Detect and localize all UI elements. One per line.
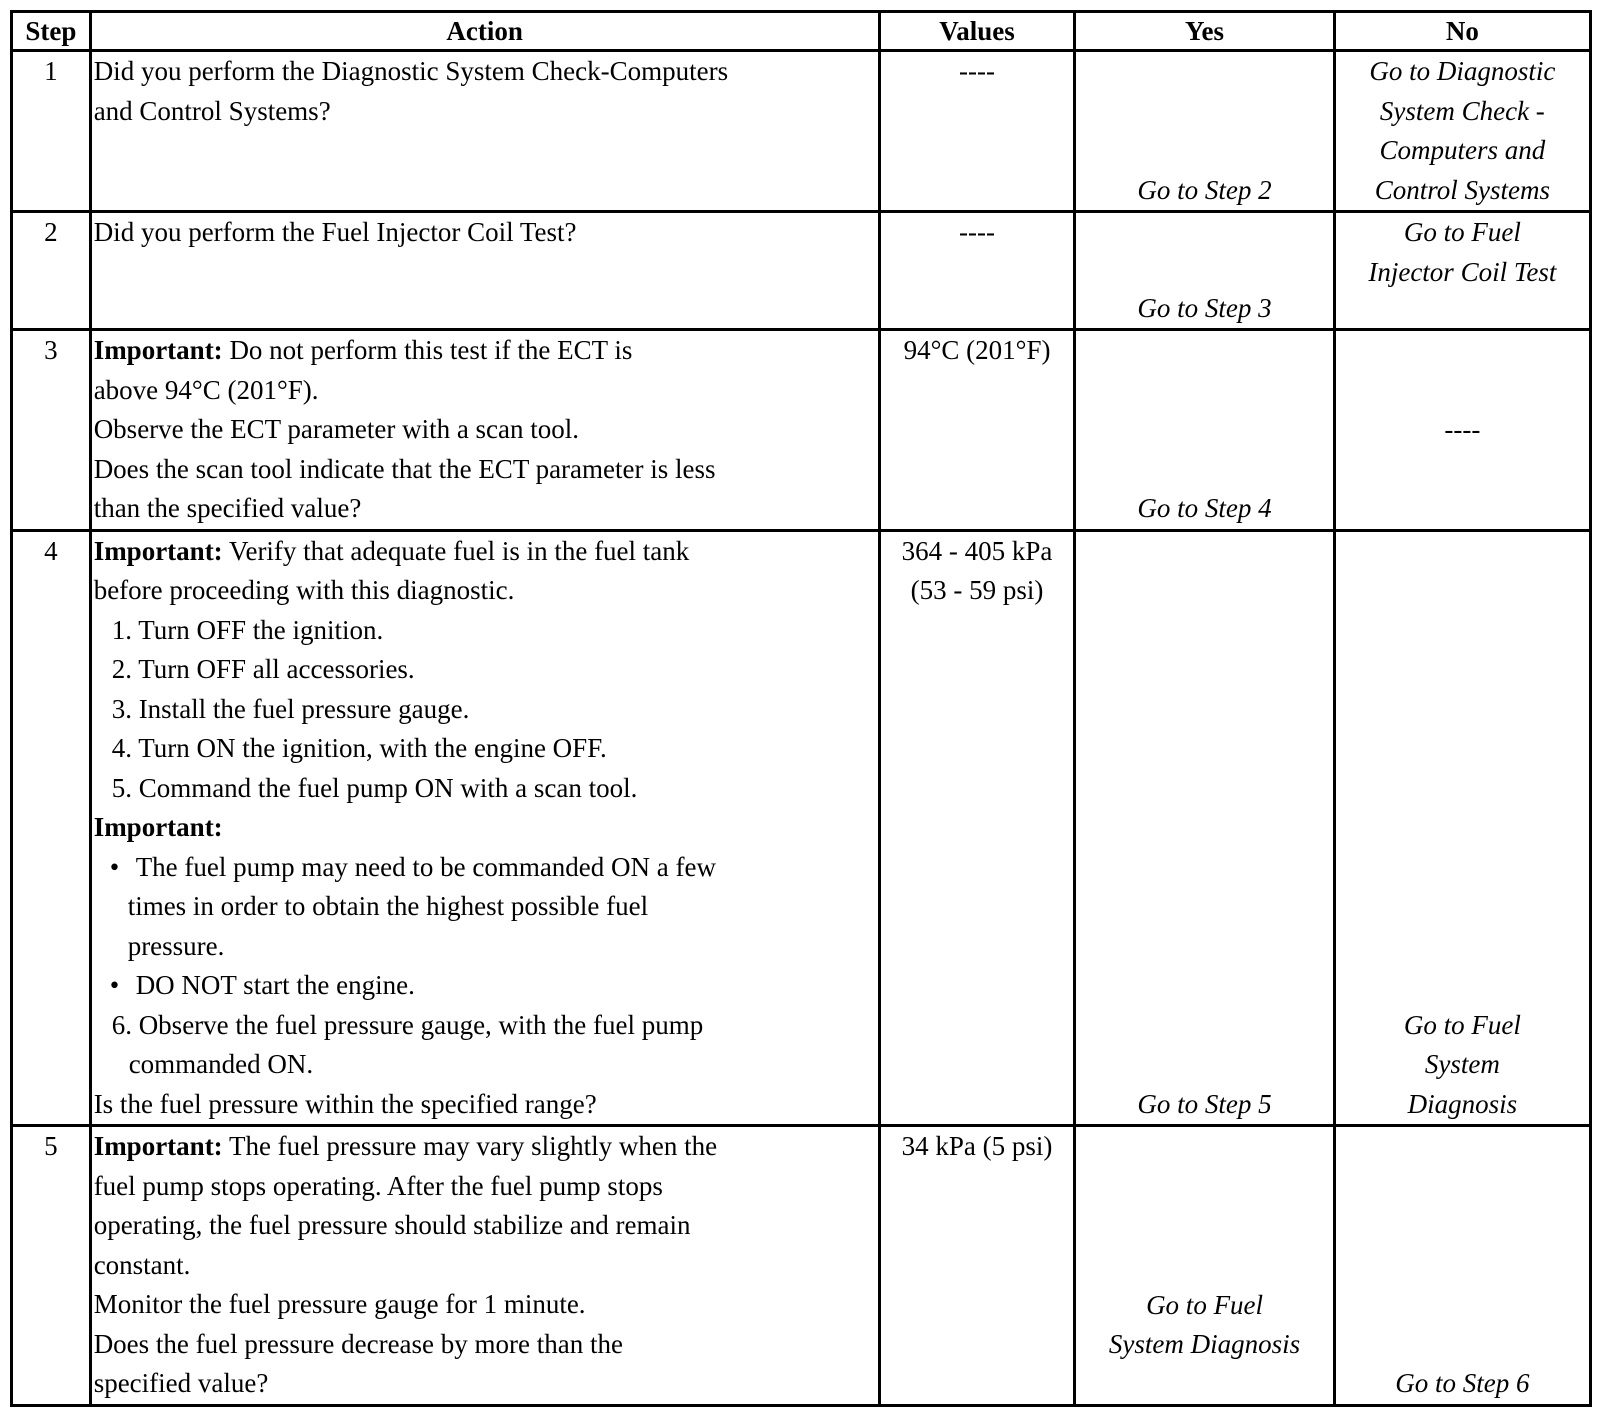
important-note [94, 1127, 876, 1167]
no-link[interactable]: Diagnosis [1407, 1088, 1518, 1119]
procedure-step-text: 6. Observe the fuel pressure gauge, with the fuel pump [111, 1009, 704, 1040]
no-value: ---- [1444, 414, 1481, 444]
action-cell [90, 51, 879, 212]
yes-cell [1075, 530, 1334, 1126]
yes-link[interactable]: Go to Step 4 [1137, 493, 1272, 523]
table-row-step-2 [12, 212, 1591, 330]
no-link[interactable]: Go to Diagnostic [1369, 56, 1556, 86]
yes-cell [1075, 51, 1334, 212]
action-line: Monitor the fuel pressure gauge for 1 minute. [93, 1289, 586, 1319]
step-number: 1 [12, 51, 91, 212]
step-number: 2 [12, 212, 91, 330]
header-values: Values [879, 12, 1075, 51]
no-cell [1334, 330, 1590, 531]
no-link[interactable]: Computers and [1379, 135, 1546, 165]
values-cell: ---- [879, 51, 1075, 212]
procedure-step: 5. Command the fuel pump ON with a scan tool. [111, 772, 638, 803]
action-question: Is the fuel pressure within the specified range? [93, 1088, 597, 1119]
bullet-cont: pressure. [127, 930, 225, 961]
bullet-text: DO NOT start the engine. [135, 970, 415, 1000]
no-cell [1334, 1126, 1590, 1406]
value-line: (53 - 59 psi) [910, 575, 1044, 605]
procedure-step [94, 1006, 876, 1085]
action-cell [90, 330, 879, 531]
yes-link[interactable]: Go to Step 5 [1137, 1088, 1272, 1119]
yes-cell [1075, 330, 1334, 531]
action-line: Did you perform the Diagnostic System Check-Computers [93, 56, 729, 86]
step-number: 3 [12, 330, 91, 531]
yes-link[interactable]: System Diagnosis [1108, 1329, 1301, 1359]
action-line: and Control Systems? [93, 95, 331, 126]
action-line: Did you perform the Fuel Injector Coil Test? [93, 217, 577, 247]
procedure-step: 1. Turn OFF the ignition. [111, 614, 384, 645]
values-cell: 94°C (201°F) [879, 330, 1075, 531]
action-cell [90, 212, 879, 330]
important-text: The fuel pressure may vary slightly when the [222, 1131, 718, 1161]
action-line: above 94°C (201°F). [93, 374, 319, 405]
action-line: before proceeding with this diagnostic. [93, 575, 515, 605]
important-text: Verify that adequate fuel is in the fuel tank [222, 535, 690, 566]
no-link[interactable]: Injector Coil Test [1368, 256, 1557, 287]
step-number: 5 [12, 1126, 91, 1406]
bullet-icon: • [109, 970, 120, 1000]
no-link[interactable]: System Check - [1379, 95, 1545, 126]
no-link[interactable]: System [1424, 1049, 1500, 1079]
action-line: Does the fuel pressure decrease by more than the [93, 1328, 623, 1359]
bullet-icon: • [109, 851, 120, 882]
table-row-step-4 [12, 530, 1591, 1126]
header-step: Step [12, 12, 91, 51]
bullet-cont: times in order to obtain the highest possible fuel [127, 891, 649, 921]
no-cell [1334, 51, 1590, 212]
important-label: Important: [93, 535, 223, 566]
no-link[interactable]: Go to Fuel [1403, 217, 1521, 247]
table-row-step-1 [12, 51, 1591, 212]
yes-link[interactable]: Go to Step 2 [1137, 174, 1272, 205]
procedure-step: 3. Install the fuel pressure gauge. [111, 693, 470, 724]
no-link[interactable]: Go to Fuel [1403, 1009, 1521, 1040]
action-cell [90, 1126, 879, 1406]
action-line: constant. [93, 1249, 191, 1280]
no-cell [1334, 530, 1590, 1126]
no-link[interactable]: Control Systems [1374, 174, 1550, 205]
action-line: Observe the ECT parameter with a scan tool. [93, 414, 580, 444]
procedure-step: 4. Turn ON the ignition, with the engine OFF. [111, 733, 607, 763]
header-no: No [1334, 12, 1590, 51]
header-yes: Yes [1075, 12, 1334, 51]
action-cell [90, 530, 879, 1126]
diagnostic-table [10, 10, 1592, 1407]
value-line: 364 - 405 kPa [901, 535, 1053, 566]
action-line: operating, the fuel pressure should stabilize and remain [93, 1210, 691, 1240]
values-cell: 34 kPa (5 psi) [879, 1126, 1075, 1406]
important-note [94, 331, 876, 371]
action-line: fuel pump stops operating. After the fuel pump stops [93, 1170, 663, 1201]
header-action: Action [90, 12, 879, 51]
action-line: Does the scan tool indicate that the ECT parameter is less [93, 453, 716, 484]
table-row-step-3 [12, 330, 1591, 531]
values-cell [879, 530, 1075, 1126]
yes-link[interactable]: Go to Fuel [1146, 1289, 1264, 1320]
action-line: than the specified value? [93, 493, 362, 523]
step-number: 4 [12, 530, 91, 1126]
table-row-step-5 [12, 1126, 1591, 1406]
bullet-text: The fuel pump may need to be commanded ON a few [135, 851, 716, 882]
action-line: specified value? [93, 1368, 269, 1398]
yes-link[interactable]: Go to Step 3 [1137, 292, 1272, 323]
no-link[interactable]: Go to Step 6 [1395, 1368, 1530, 1398]
procedure-step: 2. Turn OFF all accessories. [111, 654, 415, 684]
important-label: Important: [93, 812, 223, 842]
no-cell [1334, 212, 1590, 330]
important-label: Important: [93, 1131, 223, 1161]
important-label: Important: [93, 335, 223, 365]
bullet-item [94, 848, 876, 967]
table-header-row [12, 12, 1591, 51]
diagnostic-table-page [10, 10, 1592, 1407]
values-cell: ---- [879, 212, 1075, 330]
yes-cell [1075, 1126, 1334, 1406]
important-note [94, 532, 876, 572]
procedure-step-cont: commanded ON. [128, 1049, 314, 1079]
important-text: Do not perform this test if the ECT is [222, 335, 633, 365]
bullet-item [94, 966, 876, 1006]
yes-cell [1075, 212, 1334, 330]
